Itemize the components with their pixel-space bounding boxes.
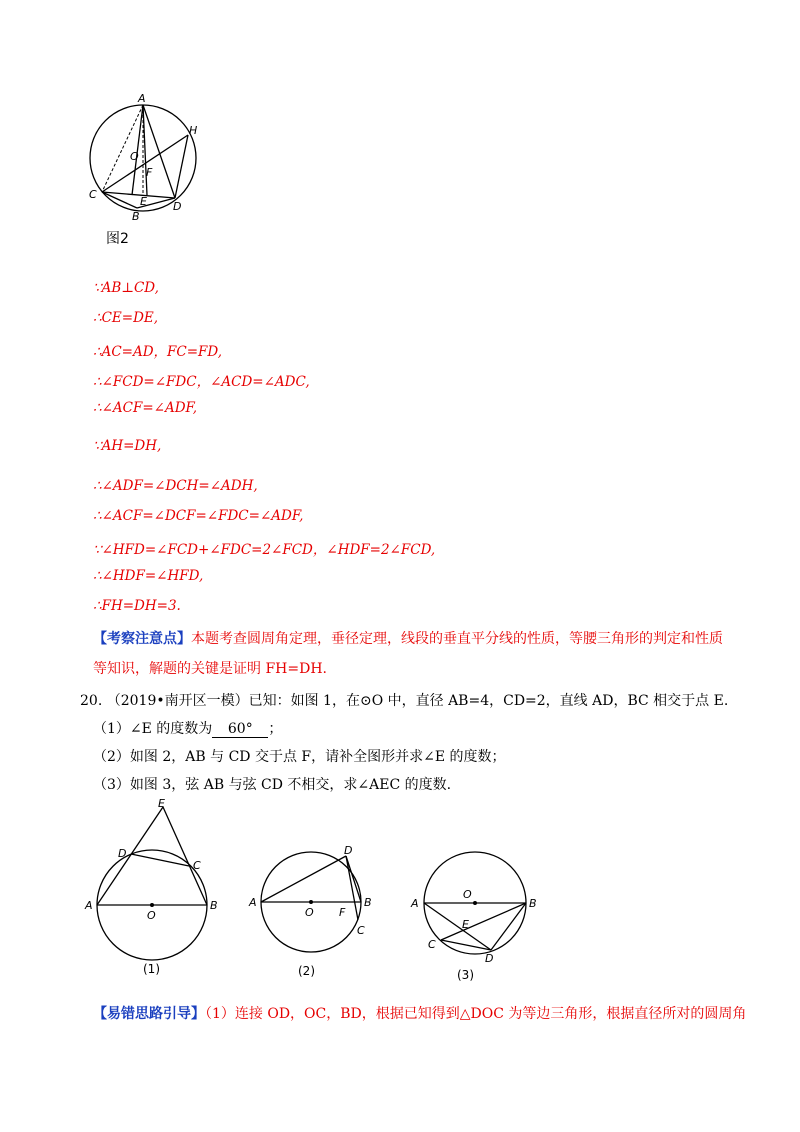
fig3-label-D: D: [485, 952, 494, 965]
fig1-label-B: B: [210, 899, 218, 912]
hint-paragraph: [93, 1003, 746, 1023]
question-part-3: （3）如图 3，弦 AB 与弦 CD 不相交，求∠AEC 的度数.: [93, 777, 452, 793]
figure-2q-caption: (2): [298, 964, 315, 978]
solution-line: ∵∠HFD=∠FCD+∠FDC=2∠FCD，∠HDF=2∠FCD,: [93, 542, 436, 558]
solution-line: ∴FH=DH=3.: [93, 598, 181, 614]
note-tag: 【考察注意点】: [93, 631, 191, 647]
note-text-2: 等知识，解题的关键是证明 FH=DH.: [93, 661, 327, 677]
solution-line: ∴∠ADF=∠DCH=∠ADH,: [93, 478, 258, 494]
figure-3-drawing: [405, 840, 545, 970]
label-B: B: [132, 210, 140, 223]
fig3-label-C: C: [428, 938, 436, 951]
question-number: 20.: [80, 693, 103, 709]
figure-3: [405, 840, 545, 982]
question-stem: [80, 690, 728, 710]
label-O: O: [130, 150, 139, 163]
label-F: F: [146, 166, 153, 179]
figure-2-drawing: [80, 90, 220, 230]
solution-line: ∵AH=DH,: [93, 438, 162, 454]
part-1-answer: 60°: [212, 721, 268, 738]
fig2-label-B: B: [364, 896, 372, 909]
note-text-1: 本题考查圆周角定理，垂径定理，线段的垂直平分线的性质，等腰三角形的判定和性质: [191, 631, 723, 647]
fig1-label-O: O: [147, 909, 156, 922]
solution-line: ∴∠FCD=∠FDC，∠ACD=∠ADC,: [93, 374, 310, 390]
solution-line: ∴CE=DE,: [93, 310, 159, 326]
label-E: E: [140, 195, 147, 208]
fig2-label-A: A: [249, 896, 257, 909]
part-1-suffix: ；: [268, 721, 283, 737]
fig1-label-E: E: [158, 797, 165, 810]
label-C: C: [89, 188, 97, 201]
figure-2-caption: 图2: [106, 231, 129, 247]
solution-line: ∴AC=AD，FC=FD,: [93, 344, 223, 360]
note-paragraph: [93, 628, 723, 648]
solution-line: ∴∠HDF=∠HFD,: [93, 568, 204, 584]
figure-1: [85, 795, 238, 976]
hint-text: （1）连接 OD，OC，BD，根据已知得到△DOC 为等边三角形，根据直径所对的圆周角: [205, 1006, 747, 1022]
label-A: A: [138, 92, 146, 105]
fig2-label-C: C: [357, 924, 365, 937]
fig2-label-F: F: [339, 906, 346, 919]
question-part-1: [93, 718, 282, 738]
figure-1-caption: (1): [143, 962, 160, 976]
figure-2-question: [249, 840, 380, 978]
question-part-2: （2）如图 2，AB 与 CD 交于点 F，请补全图形并求∠E 的度数；: [93, 749, 506, 765]
fig3-label-E: E: [462, 918, 469, 931]
hint-tag: 【易错思路引导】: [93, 1006, 205, 1022]
fig2-label-O: O: [305, 906, 314, 919]
fig1-label-C: C: [193, 859, 201, 872]
fig3-label-B: B: [529, 897, 537, 910]
figure-2: [80, 90, 220, 247]
label-D: D: [173, 200, 182, 213]
question-text: （2019•南开区一模）已知：如图 1，在⊙O 中，直径 AB=4，CD=2，直线 AD，BC 相交于点 E.: [106, 693, 729, 709]
solution-line: ∵AB⊥CD,: [93, 280, 159, 296]
fig1-label-A: A: [85, 899, 93, 912]
label-H: H: [189, 124, 198, 137]
part-1-prefix: （1）∠E 的度数为: [93, 721, 213, 737]
figure-1-drawing: [85, 795, 238, 965]
solution-line: ∴∠ACF=∠ADF,: [93, 400, 198, 416]
fig3-label-A: A: [411, 897, 419, 910]
figure-3-caption: (3): [457, 968, 474, 982]
fig3-label-O: O: [463, 888, 472, 901]
figure-2q-drawing: [250, 840, 380, 960]
solution-line: ∴∠ACF=∠DCF=∠FDC=∠ADF,: [93, 508, 304, 524]
fig1-label-D: D: [118, 847, 127, 860]
fig2-label-D: D: [344, 844, 353, 857]
